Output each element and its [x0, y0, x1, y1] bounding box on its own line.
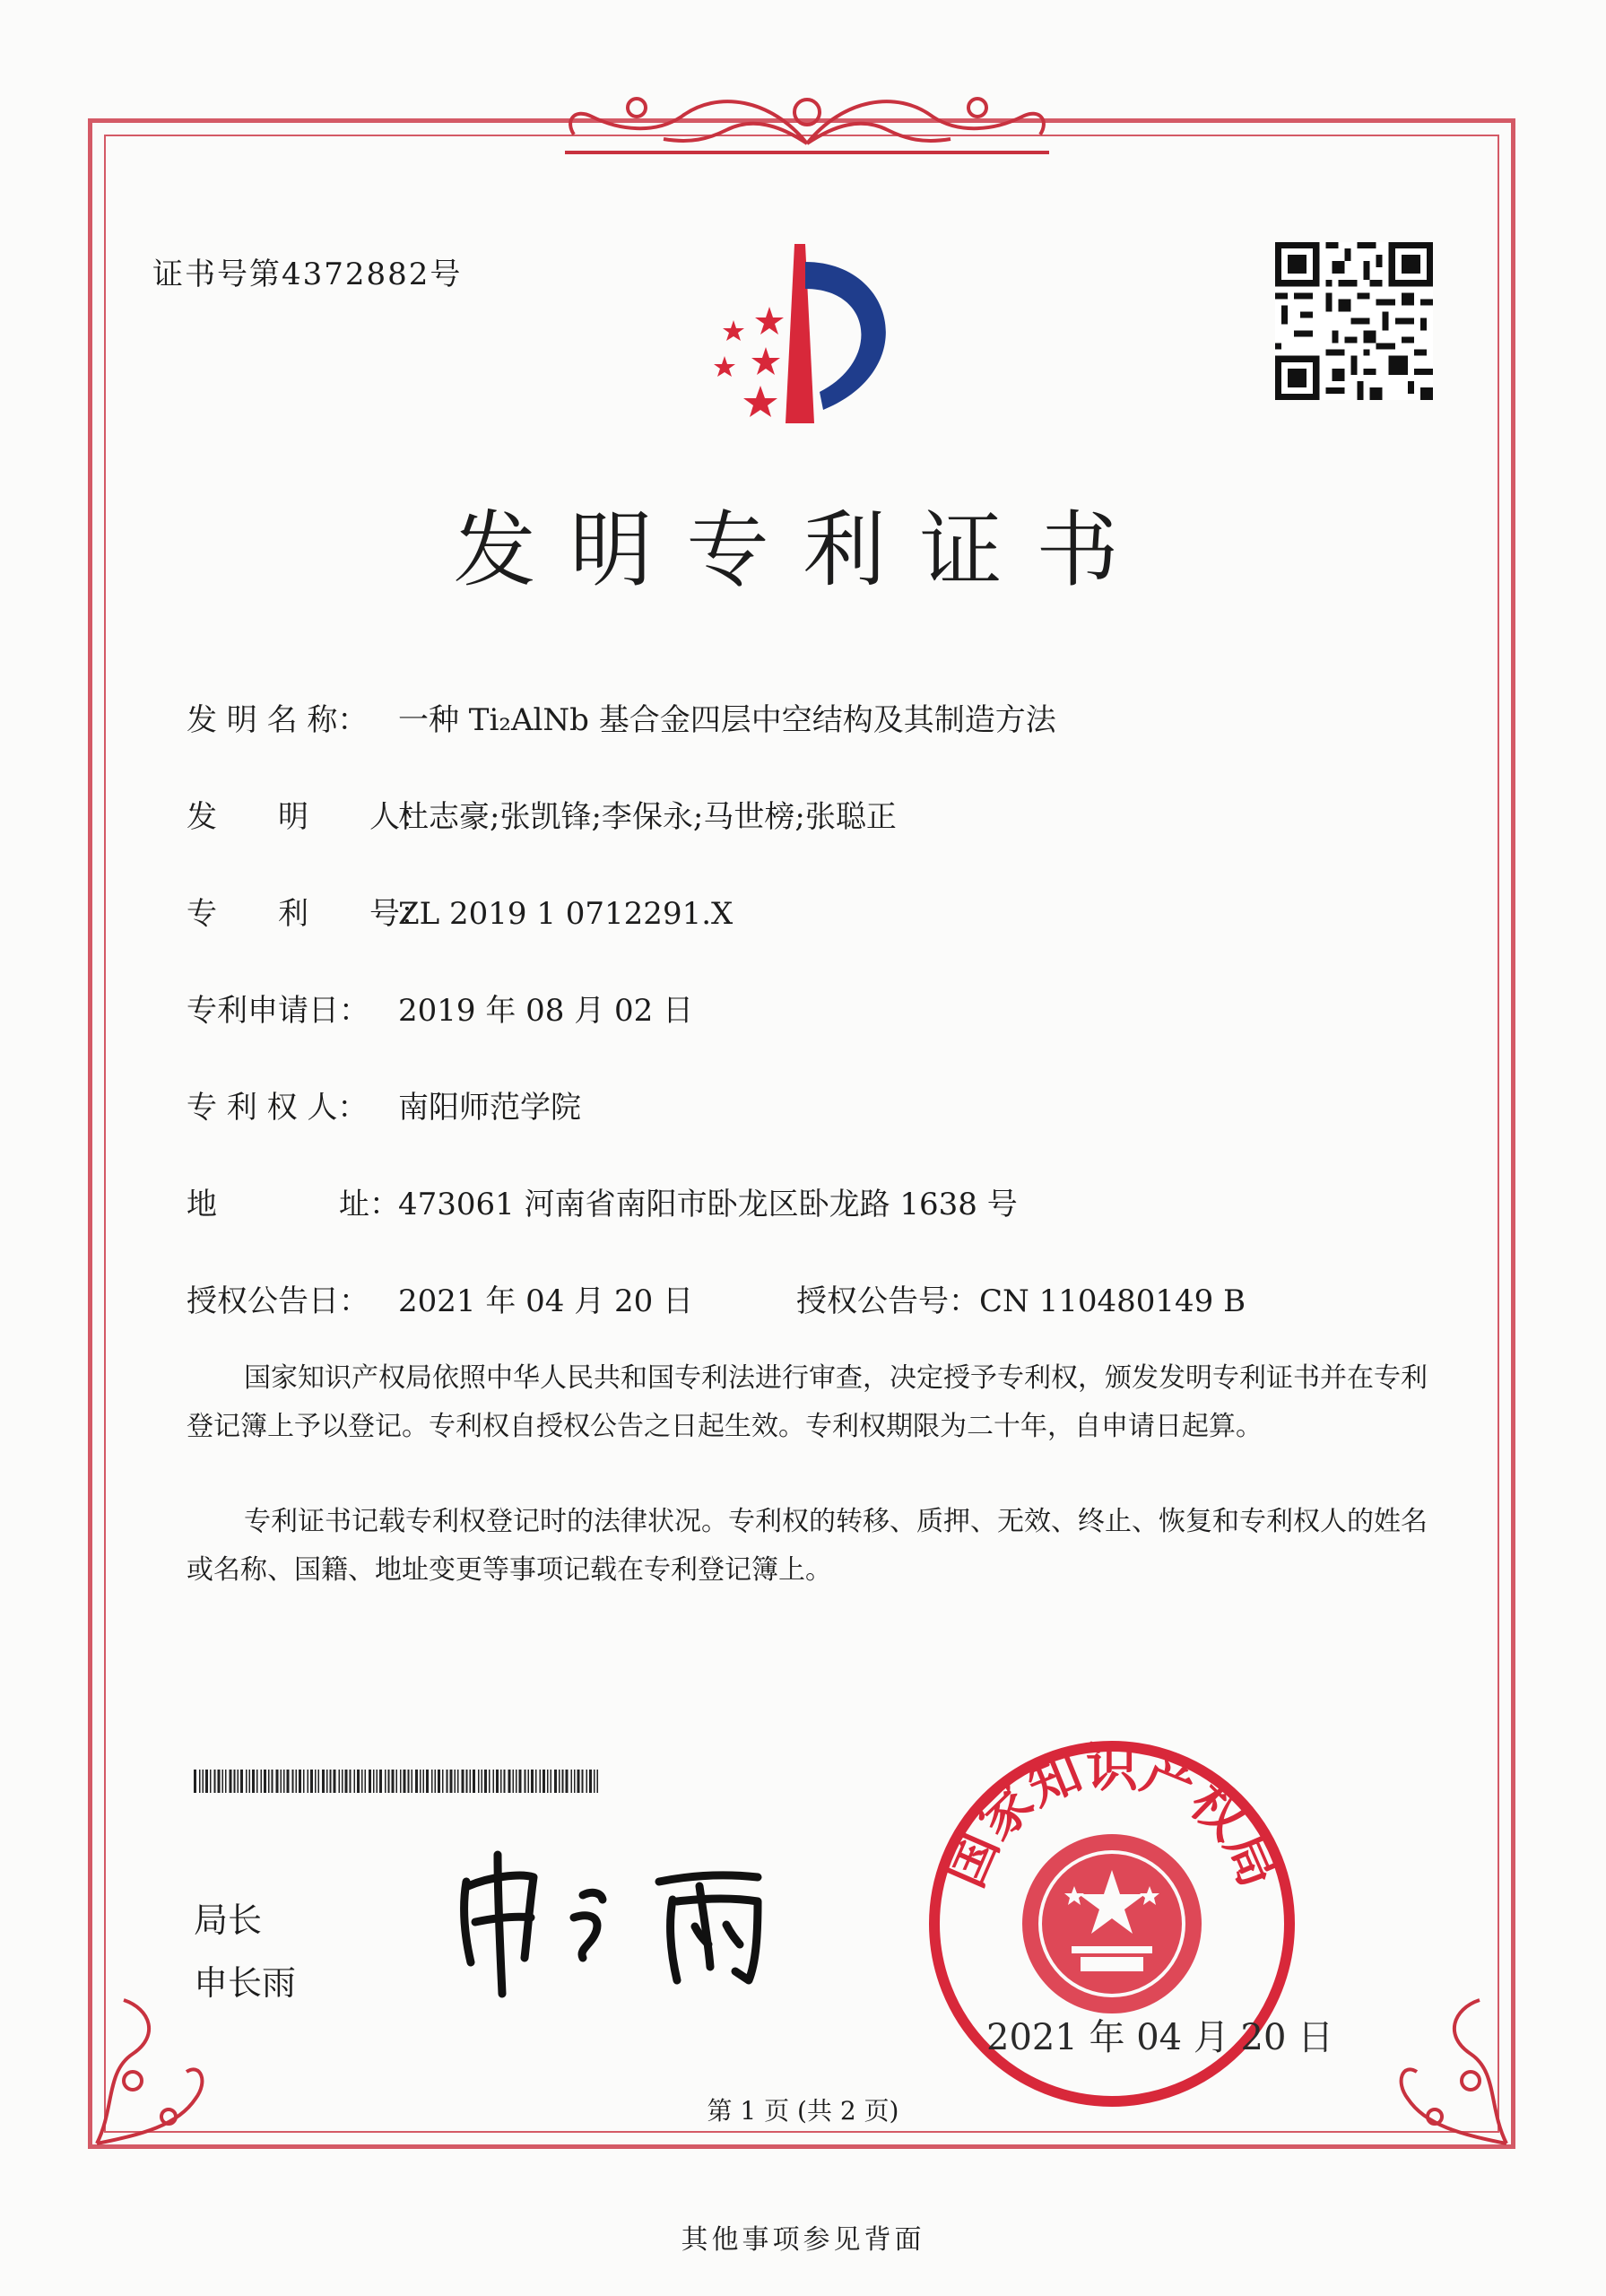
barcode-bar [350, 1770, 352, 1793]
barcode-bar [438, 1770, 440, 1793]
barcode-bar [589, 1770, 592, 1793]
cnipa-logo-icon [671, 235, 922, 432]
field-patent-number [187, 889, 733, 933]
barcode-bar [234, 1770, 236, 1793]
barcode-bar [326, 1770, 328, 1793]
barcode-bar [496, 1770, 499, 1793]
barcode-bar [426, 1770, 429, 1793]
page-title: 发明专利证书 [453, 502, 1153, 598]
barcode-bar [222, 1770, 224, 1793]
barcode-bar [457, 1770, 459, 1793]
barcode-bar [574, 1770, 576, 1793]
barcode-bar [466, 1770, 468, 1793]
barcode-bar [400, 1770, 402, 1793]
qr-code[interactable] [1275, 242, 1433, 400]
barcode-bar [470, 1770, 472, 1793]
field-inventors [187, 792, 897, 836]
barcode-bar [361, 1770, 363, 1793]
barcode-bar [535, 1770, 537, 1793]
barcode-bar [540, 1770, 542, 1793]
barcode-bar [408, 1770, 410, 1793]
field-value: 南阳师范学院 [398, 1090, 581, 1126]
barcode-bar [252, 1770, 255, 1793]
barcode-bar [559, 1770, 560, 1793]
field-label: 发 明 名 称： [187, 702, 369, 738]
barcode-bar [519, 1770, 522, 1793]
barcode-bar [276, 1770, 279, 1793]
barcode-bar [210, 1770, 212, 1793]
barcode-bar [225, 1770, 227, 1793]
barcode-bar [268, 1770, 270, 1793]
barcode-bar [283, 1770, 285, 1793]
barcode-bar [500, 1770, 502, 1793]
barcode-bar [230, 1770, 232, 1793]
barcode-bar [450, 1770, 453, 1793]
barcode-bar [478, 1770, 480, 1793]
barcode-bar [357, 1770, 360, 1793]
footer-note: 其他事项参见背面 [681, 2224, 925, 2256]
barcode-bar [315, 1770, 317, 1793]
barcode-bar [354, 1770, 356, 1793]
barcode-bar [272, 1770, 273, 1793]
barcode-bar [566, 1770, 569, 1793]
barcode-bar [435, 1770, 437, 1793]
barcode-bar [240, 1770, 243, 1793]
barcode-bar [249, 1770, 251, 1793]
barcode-bar [292, 1770, 294, 1793]
barcode-bar [513, 1770, 515, 1793]
barcode-bar [484, 1770, 487, 1793]
barcode-bar [508, 1770, 511, 1793]
barcode-bar [396, 1770, 398, 1793]
barcode-bar [322, 1770, 325, 1793]
barcode-bar [415, 1770, 418, 1793]
barcode-bar [462, 1770, 464, 1793]
field-value: ZL 2019 1 0712291.X [398, 896, 734, 932]
barcode-bar [342, 1770, 343, 1793]
barcode-bar [482, 1770, 483, 1793]
barcode-bar [547, 1770, 549, 1793]
barcode-bar [388, 1770, 390, 1793]
barcode [194, 1770, 603, 1793]
statement-paragraph: 国家知识产权局依照中华人民共和国专利法进行审查，决定授予专利权，颁发发明专利证书并在专利登记簿上予以登记。专利权自授权公告之日起生效。专利权期限为二十年，自申请日起算。 [187, 1362, 1428, 1442]
barcode-bar [447, 1770, 448, 1793]
barcode-bar [214, 1770, 216, 1793]
barcode-bar [256, 1770, 258, 1793]
barcode-bar [365, 1770, 367, 1793]
barcode-bar [330, 1770, 332, 1793]
top-ornament [556, 81, 1058, 161]
field-label: 专 利 权 人： [187, 1090, 369, 1126]
barcode-bar [246, 1770, 247, 1793]
field-value: 2019 年 08 月 02 日 [398, 993, 694, 1029]
barcode-bar [404, 1770, 406, 1793]
page-number: 第 1 页 (共 2 页) [707, 2096, 899, 2126]
barcode-bar [310, 1770, 313, 1793]
field-label: 授权公告日： [187, 1283, 369, 1319]
barcode-bar [339, 1770, 341, 1793]
director-signature [448, 1846, 807, 1998]
field-label: 发 明 人： [187, 799, 430, 835]
barcode-bar [493, 1770, 495, 1793]
barcode-bar [543, 1770, 545, 1793]
field-value: 2021 年 04 月 20 日 [398, 1283, 694, 1319]
barcode-bar [442, 1770, 444, 1793]
barcode-bar [597, 1770, 599, 1793]
barcode-bar [296, 1770, 298, 1793]
field-label: 授权公告号： [796, 1283, 979, 1319]
barcode-bar [308, 1770, 309, 1793]
field-application-date [187, 986, 693, 1030]
barcode-bar [455, 1770, 456, 1793]
barcode-bar [489, 1770, 490, 1793]
director-title: 局长 [194, 1900, 263, 1940]
field-label: 地 址： [187, 1187, 400, 1222]
barcode-bar [582, 1770, 584, 1793]
barcode-bar [218, 1770, 221, 1793]
barcode-bar [194, 1770, 196, 1793]
barcode-bar [504, 1770, 506, 1793]
barcode-bar [385, 1770, 386, 1793]
barcode-bar [392, 1770, 395, 1793]
barcode-bar [571, 1770, 573, 1793]
field-label: 专利申请日： [187, 993, 369, 1029]
field-value: 一种 Ti₂AlNb 基合金四层中空结构及其制造方法 [398, 702, 1056, 738]
barcode-bar [531, 1770, 534, 1793]
barcode-bar [238, 1770, 239, 1793]
barcode-bar [528, 1770, 530, 1793]
field-value: CN 110480149 B [979, 1283, 1246, 1319]
barcode-bar [373, 1770, 375, 1793]
statement-paragraph: 专利证书记载专利权登记时的法律状况。专利权的转移、质押、无效、终止、恢复和专利权人的姓名或名称、国籍、地址变更等事项记载在专利登记簿上。 [187, 1506, 1428, 1586]
barcode-bar [516, 1770, 517, 1793]
director-name: 申长雨 [194, 1963, 297, 2003]
barcode-bar [281, 1770, 282, 1793]
barcode-bar [554, 1770, 557, 1793]
barcode-bar [473, 1770, 475, 1793]
certificate-number: 证书号第4372882号 [152, 257, 463, 292]
field-invention-name [187, 695, 1056, 739]
barcode-bar [525, 1770, 526, 1793]
barcode-bar [299, 1770, 301, 1793]
field-grant-number [796, 1276, 1246, 1320]
barcode-bar [377, 1770, 378, 1793]
barcode-bar [586, 1770, 588, 1793]
barcode-bar [551, 1770, 552, 1793]
barcode-bar [203, 1770, 204, 1793]
field-label: 专 利 号： [187, 896, 430, 932]
barcode-bar [594, 1770, 595, 1793]
barcode-bar [345, 1770, 348, 1793]
barcode-bar [431, 1770, 433, 1793]
barcode-bar [261, 1770, 263, 1793]
barcode-bar [199, 1770, 201, 1793]
barcode-bar [420, 1770, 421, 1793]
barcode-bar [318, 1770, 320, 1793]
field-address [187, 1179, 1018, 1223]
seal-text: 国家知识产权局 [933, 1737, 1290, 1896]
barcode-bar [303, 1770, 305, 1793]
barcode-bar [562, 1770, 564, 1793]
field-patentee [187, 1083, 581, 1126]
field-value: 473061 河南省南阳市卧龙区卧龙路 1638 号 [398, 1187, 1018, 1222]
barcode-bar [287, 1770, 290, 1793]
barcode-bar [205, 1770, 208, 1793]
barcode-bar [423, 1770, 425, 1793]
seal-date: 2021 年 04 月 20 日 [986, 2017, 1334, 2058]
barcode-bar [577, 1770, 580, 1793]
barcode-bar [264, 1770, 266, 1793]
barcode-bar [369, 1770, 371, 1793]
barcode-bar [334, 1770, 336, 1793]
field-grant-date [187, 1276, 693, 1320]
barcode-bar [412, 1770, 413, 1793]
field-value: 杜志豪;张凯锋;李保永;马世榜;张聪正 [398, 799, 897, 835]
barcode-bar [379, 1770, 382, 1793]
